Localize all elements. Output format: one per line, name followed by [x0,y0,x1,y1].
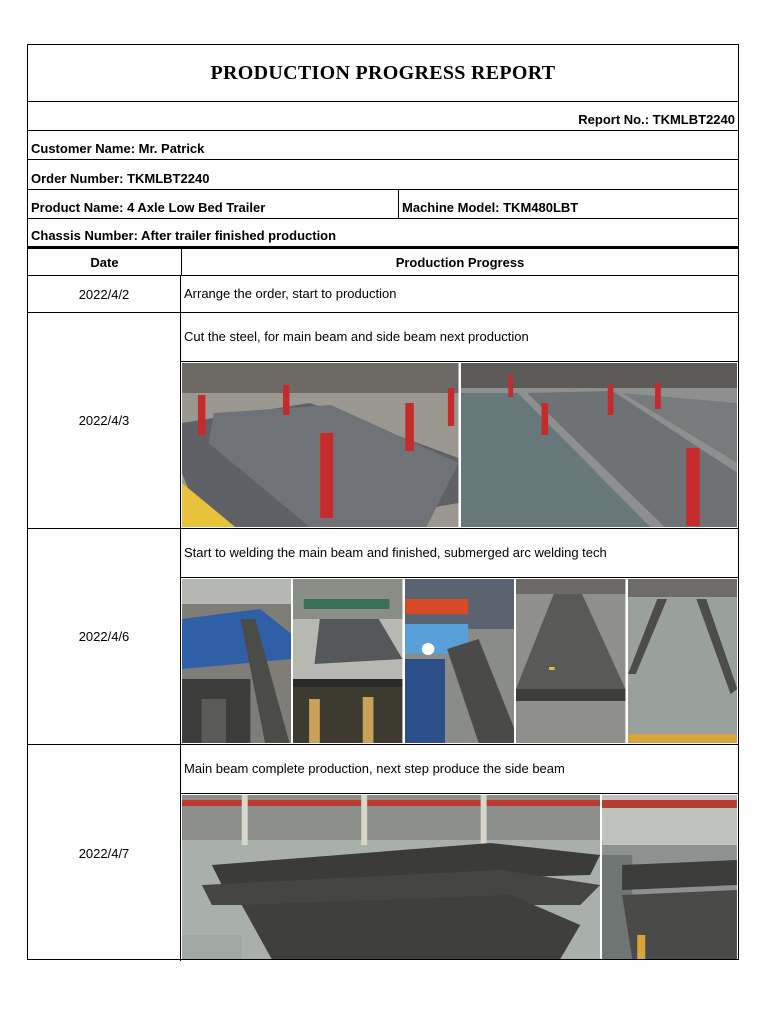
header-progress: Production Progress [395,254,525,270]
workshop-photo [602,795,737,959]
divider [181,793,738,794]
row-progress [181,529,738,744]
product-name: Product Name: 4 Axle Low Bed Trailer [28,190,399,218]
row-date: 2022/4/2 [28,276,181,312]
row-progress [181,313,738,528]
welding-station-photo [182,579,291,743]
row-description: Start to welding the main beam and finished, submerged arc welding tech [184,545,607,560]
divider [181,577,738,578]
report-title: PRODUCTION PROGRESS REPORT [28,45,738,102]
machine-model: Machine Model: TKM480LBT [402,200,579,215]
row-description: Cut the steel, for main beam and side beam next production [184,329,529,344]
welding-machine-photo [293,579,402,743]
steel-plates-photo [461,363,738,527]
row-date: 2022/4/3 [28,313,181,528]
table-row [28,276,738,313]
table-header [28,249,738,276]
production-report [27,44,739,960]
row-description: Arrange the order, start to production [184,286,397,301]
row-progress [181,745,738,961]
customer-name: Customer Name: Mr. Patrick [28,131,738,160]
product-machine-row [28,190,738,219]
finished-beams-photo [628,579,737,743]
divider [181,361,738,362]
steel-plates-photo [182,363,459,527]
photo-strip [182,363,737,527]
photo-strip [182,579,737,743]
main-beam-photo [516,579,625,743]
row-date: 2022/4/6 [28,529,181,744]
row-description: Main beam complete production, next step produce the side beam [184,761,565,776]
table-row [28,313,738,529]
table-row [28,529,738,745]
main-beams-stack-photo [182,795,600,959]
header-date: Date [28,249,182,275]
row-date: 2022/4/7 [28,745,181,961]
submerged-arc-welding-photo [405,579,514,743]
chassis-number: Chassis Number: After trailer finished production [28,219,738,249]
table-row [28,745,738,961]
report-number: Report No.: TKMLBT2240 [28,102,738,131]
photo-strip [182,795,737,959]
order-number: Order Number: TKMLBT2240 [28,160,738,190]
row-progress [181,276,738,312]
